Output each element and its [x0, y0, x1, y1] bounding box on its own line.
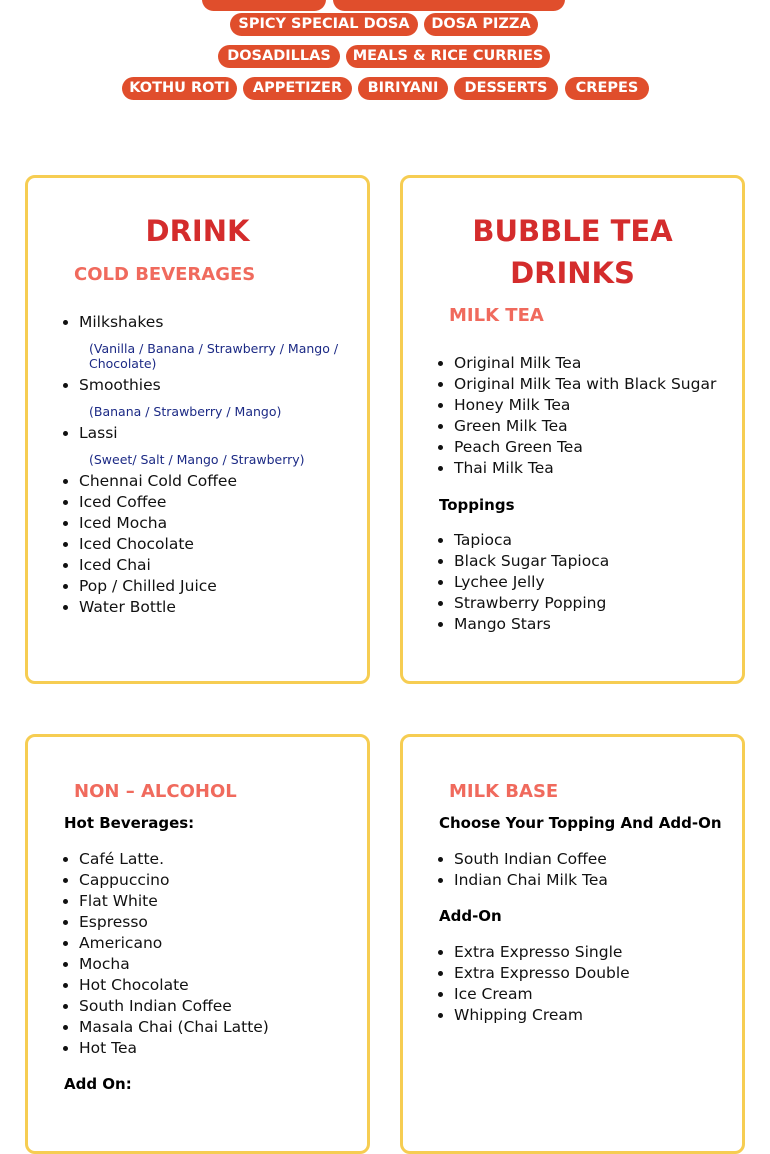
non-alcohol-card	[25, 734, 370, 1154]
category-crepes[interactable]: CREPES	[565, 77, 649, 100]
list-item: • Americano	[79, 933, 369, 954]
list-item: • Honey Milk Tea	[454, 395, 754, 416]
cold-beverages-subtitle: COLD BEVERAGES	[74, 264, 256, 285]
list-item: • Café Latte.	[79, 849, 369, 870]
list-item: • Peach Green Tea	[454, 437, 754, 458]
list-item: • Original Milk Tea	[454, 353, 754, 374]
category-meals-rice-curries[interactable]: MEALS & RICE CURRIES	[346, 45, 550, 68]
category-desserts[interactable]: DESSERTS	[454, 77, 558, 100]
list-item: • Milkshakes (Vanilla / Banana / Strawberry / Mango / Chocolate)	[79, 312, 369, 375]
add-on-heading: Add On:	[64, 1075, 132, 1093]
list-item: • Thai Milk Tea	[454, 458, 754, 479]
list-item: • Chennai Cold Coffee	[79, 471, 369, 492]
list-item: • Water Bottle	[79, 597, 369, 618]
category-dosa-pizza[interactable]: DOSA PIZZA	[424, 13, 538, 36]
list-item: • Whipping Cream	[454, 1005, 754, 1026]
category-pill-cutoff-1[interactable]	[202, 0, 326, 11]
list-item: • Original Milk Tea with Black Sugar	[454, 374, 754, 395]
list-item: • Flat White	[79, 891, 369, 912]
drink-card	[25, 175, 370, 684]
category-dosadillas[interactable]: DOSADILLAS	[218, 45, 340, 68]
list-item: • Iced Coffee	[79, 492, 369, 513]
list-item: • Smoothies (Banana / Strawberry / Mango)	[79, 375, 369, 423]
milk-tea-subtitle: MILK TEA	[449, 305, 544, 326]
toppings-list	[429, 530, 754, 635]
list-item: • Espresso	[79, 912, 369, 933]
milk-base-card	[400, 734, 745, 1154]
list-item: • Tapioca	[454, 530, 754, 551]
flavor-note: (Vanilla / Banana / Strawberry / Mango / Chocolate)	[89, 341, 339, 371]
choose-topping-heading: Choose Your Topping And Add-On	[439, 814, 722, 832]
list-item: • South Indian Coffee	[79, 996, 369, 1017]
add-on-heading: Add-On	[439, 907, 502, 925]
list-item: • Hot Tea	[79, 1038, 369, 1059]
list-item: • Cappuccino	[79, 870, 369, 891]
list-item: • Iced Mocha	[79, 513, 369, 534]
bubble-tea-title-line2: DRINKS	[510, 256, 635, 290]
milk-base-subtitle: MILK BASE	[449, 781, 559, 802]
bubble-tea-title-line1: BUBBLE TEA	[472, 214, 673, 248]
list-item: • Indian Chai Milk Tea	[454, 870, 754, 891]
bubble-tea-card	[400, 175, 745, 684]
category-kothu-roti[interactable]: KOTHU ROTI	[122, 77, 237, 100]
list-item: • Lassi (Sweet/ Salt / Mango / Strawberry)	[79, 423, 369, 471]
milk-tea-list	[429, 353, 754, 479]
hot-beverages-list	[54, 849, 369, 1059]
category-biriyani[interactable]: BIRIYANI	[358, 77, 448, 100]
list-item: • South Indian Coffee	[454, 849, 754, 870]
list-item: • Iced Chai	[79, 555, 369, 576]
cold-beverages-list	[54, 312, 369, 618]
list-item: • Extra Expresso Single	[454, 942, 754, 963]
category-spicy-special-dosa[interactable]: SPICY SPECIAL DOSA	[230, 13, 418, 36]
drink-title: DRINK	[145, 214, 250, 248]
list-item: • Mocha	[79, 954, 369, 975]
list-item: • Pop / Chilled Juice	[79, 576, 369, 597]
toppings-heading: Toppings	[439, 496, 515, 514]
category-appetizer[interactable]: APPETIZER	[243, 77, 352, 100]
list-item: • Extra Expresso Double	[454, 963, 754, 984]
list-item: • Green Milk Tea	[454, 416, 754, 437]
list-item: • Strawberry Popping	[454, 593, 754, 614]
flavor-note: (Banana / Strawberry / Mango)	[89, 404, 282, 419]
list-item: • Black Sugar Tapioca	[454, 551, 754, 572]
milk-base-list	[429, 849, 754, 891]
list-item: • Lychee Jelly	[454, 572, 754, 593]
list-item: • Mango Stars	[454, 614, 754, 635]
flavor-note: (Sweet/ Salt / Mango / Strawberry)	[89, 452, 305, 467]
list-item: • Hot Chocolate	[79, 975, 369, 996]
non-alcohol-subtitle: NON – ALCOHOL	[74, 781, 237, 802]
add-on-list	[429, 942, 754, 1026]
hot-beverages-heading: Hot Beverages:	[64, 814, 195, 832]
category-pill-cutoff-2[interactable]	[333, 0, 565, 11]
list-item: • Iced Chocolate	[79, 534, 369, 555]
list-item: • Ice Cream	[454, 984, 754, 1005]
list-item: • Masala Chai (Chai Latte)	[79, 1017, 369, 1038]
